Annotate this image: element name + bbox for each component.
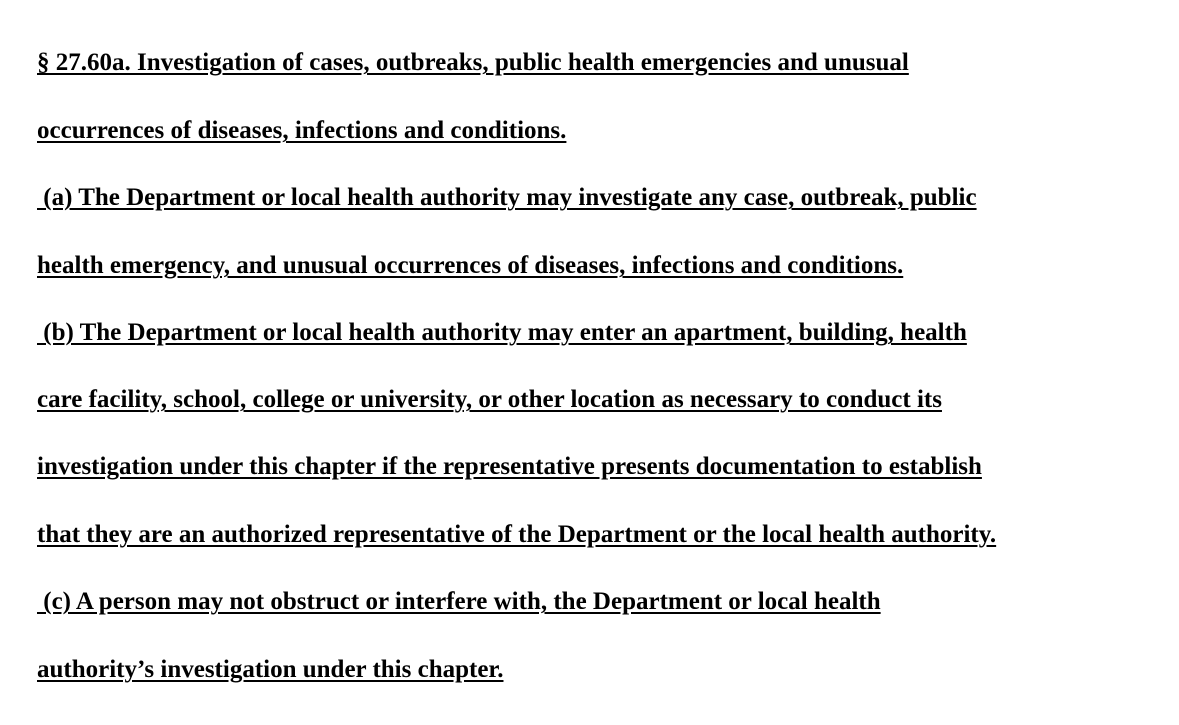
- paragraph-b-line-4: that they are an authorized representative of the Department or the local health authority.: [37, 521, 997, 548]
- section-heading-line-2: occurrences of diseases, infections and conditions.: [37, 117, 567, 144]
- paragraph-b-line-1: (b) The Department or local health authority may enter an apartment, building, health: [37, 319, 967, 346]
- paragraph-c-line-2: authority’s investigation under this chapter.: [37, 656, 504, 683]
- paragraph-c-line-1: (c) A person may not obstruct or interfere with, the Department or local health: [37, 588, 881, 615]
- paragraph-a-line-2: health emergency, and unusual occurrences of diseases, infections and conditions.: [37, 252, 904, 279]
- paragraph-a-line-1: (a) The Department or local health authority may investigate any case, outbreak, public: [37, 184, 977, 211]
- paragraph-b-line-3: investigation under this chapter if the representative presents documentation to establish: [37, 453, 982, 480]
- paragraph-b-line-2: care facility, school, college or university, or other location as necessary to conduct its: [37, 386, 942, 413]
- section-heading-line-1: § 27.60a. Investigation of cases, outbreaks, public health emergencies and unusual: [37, 49, 909, 76]
